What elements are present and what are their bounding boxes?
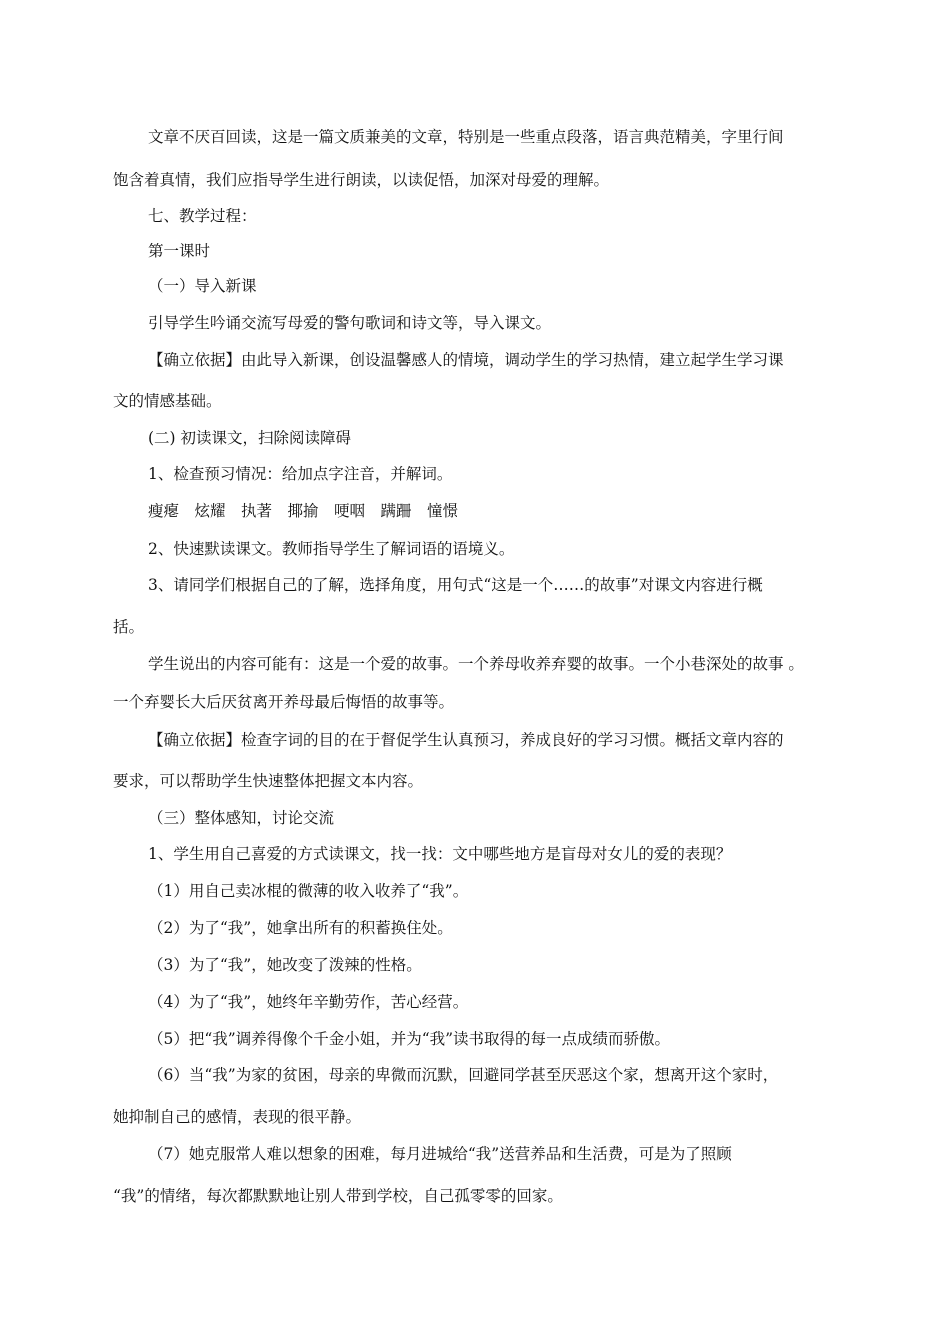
paragraph-line: 2、快速默读课文。教师指导学生了解词语的语境义。	[148, 540, 515, 558]
vocabulary-line: 瘦瘪 炫耀 执著 揶揄 哽咽 蹒跚 憧憬	[148, 502, 459, 520]
list-item: （4）为了“我”，她终年辛勤劳作，苦心经营。	[148, 993, 469, 1011]
paragraph-line: 饱含着真情，我们应指导学生进行朗读，以读促悟，加深对母爱的理解。	[113, 171, 610, 189]
section-heading: (二) 初读课文，扫除阅读障碍	[148, 429, 352, 447]
paragraph-line: 文的情感基础。	[113, 392, 222, 410]
paragraph-line: 1、学生用自己喜爱的方式读课文，找一找：文中哪些地方是盲母对女儿的爱的表现？	[148, 845, 732, 863]
paragraph-line: 学生说出的内容可能有：这是一个爱的故事。一个养母收养弃婴的故事。一个小巷深处的故事 。	[148, 655, 804, 673]
section-heading: （一）导入新课	[148, 277, 257, 295]
list-item: （7）她克服常人难以想象的困难，每月进城给“我”送营养品和生活费，可是为了照顾	[148, 1145, 732, 1163]
section-heading: 七、教学过程：	[148, 207, 257, 225]
paragraph-line: 引导学生吟诵交流写母爱的警句歌词和诗文等，导入课文。	[148, 314, 552, 332]
paragraph-line: 3、请同学们根据自己的了解，选择角度，用句式“这是一个……的故事”对课文内容进行概	[148, 576, 763, 594]
paragraph-line: 要求，可以帮助学生快速整体把握文本内容。	[113, 772, 424, 790]
list-item-continuation: “我”的情绪，每次都默默地让别人带到学校，自己孤零零的回家。	[113, 1187, 563, 1205]
list-item: （6）当“我”为家的贫困，母亲的卑微而沉默，回避同学甚至厌恶这个家，想离开这个家时，	[148, 1066, 779, 1084]
list-item: （3）为了“我”，她改变了泼辣的性格。	[148, 956, 422, 974]
list-item: （5）把“我”调养得像个千金小姐，并为“我”读书取得的每一点成绩而骄傲。	[148, 1030, 671, 1048]
list-item: （2）为了“我”，她拿出所有的积蓄换住处。	[148, 919, 453, 937]
list-item: （1）用自己卖冰棍的微薄的收入收养了“我”。	[148, 882, 469, 900]
paragraph-line: 1、检查预习情况：给加点字注音，并解词。	[148, 465, 453, 483]
list-item-continuation: 她抑制自己的感情，表现的很平静。	[113, 1108, 362, 1126]
section-heading: 第一课时	[148, 242, 211, 260]
paragraph-line: 【确立依据】检查字词的目的在于督促学生认真预习，养成良好的学习习惯。概括文章内容的	[148, 731, 784, 749]
paragraph-line: 括。	[113, 618, 145, 636]
paragraph-line: 【确立依据】由此导入新课，创设温馨感人的情境，调动学生的学习热情，建立起学生学习课	[148, 351, 784, 369]
section-heading: （三）整体感知，讨论交流	[148, 809, 335, 827]
paragraph-line: 文章不厌百回读，这是一篇文质兼美的文章，特别是一些重点段落，语言典范精美，字里行间	[148, 128, 784, 146]
paragraph-line: 一个弃婴长大后厌贫离开养母最后悔悟的故事等。	[113, 693, 455, 711]
